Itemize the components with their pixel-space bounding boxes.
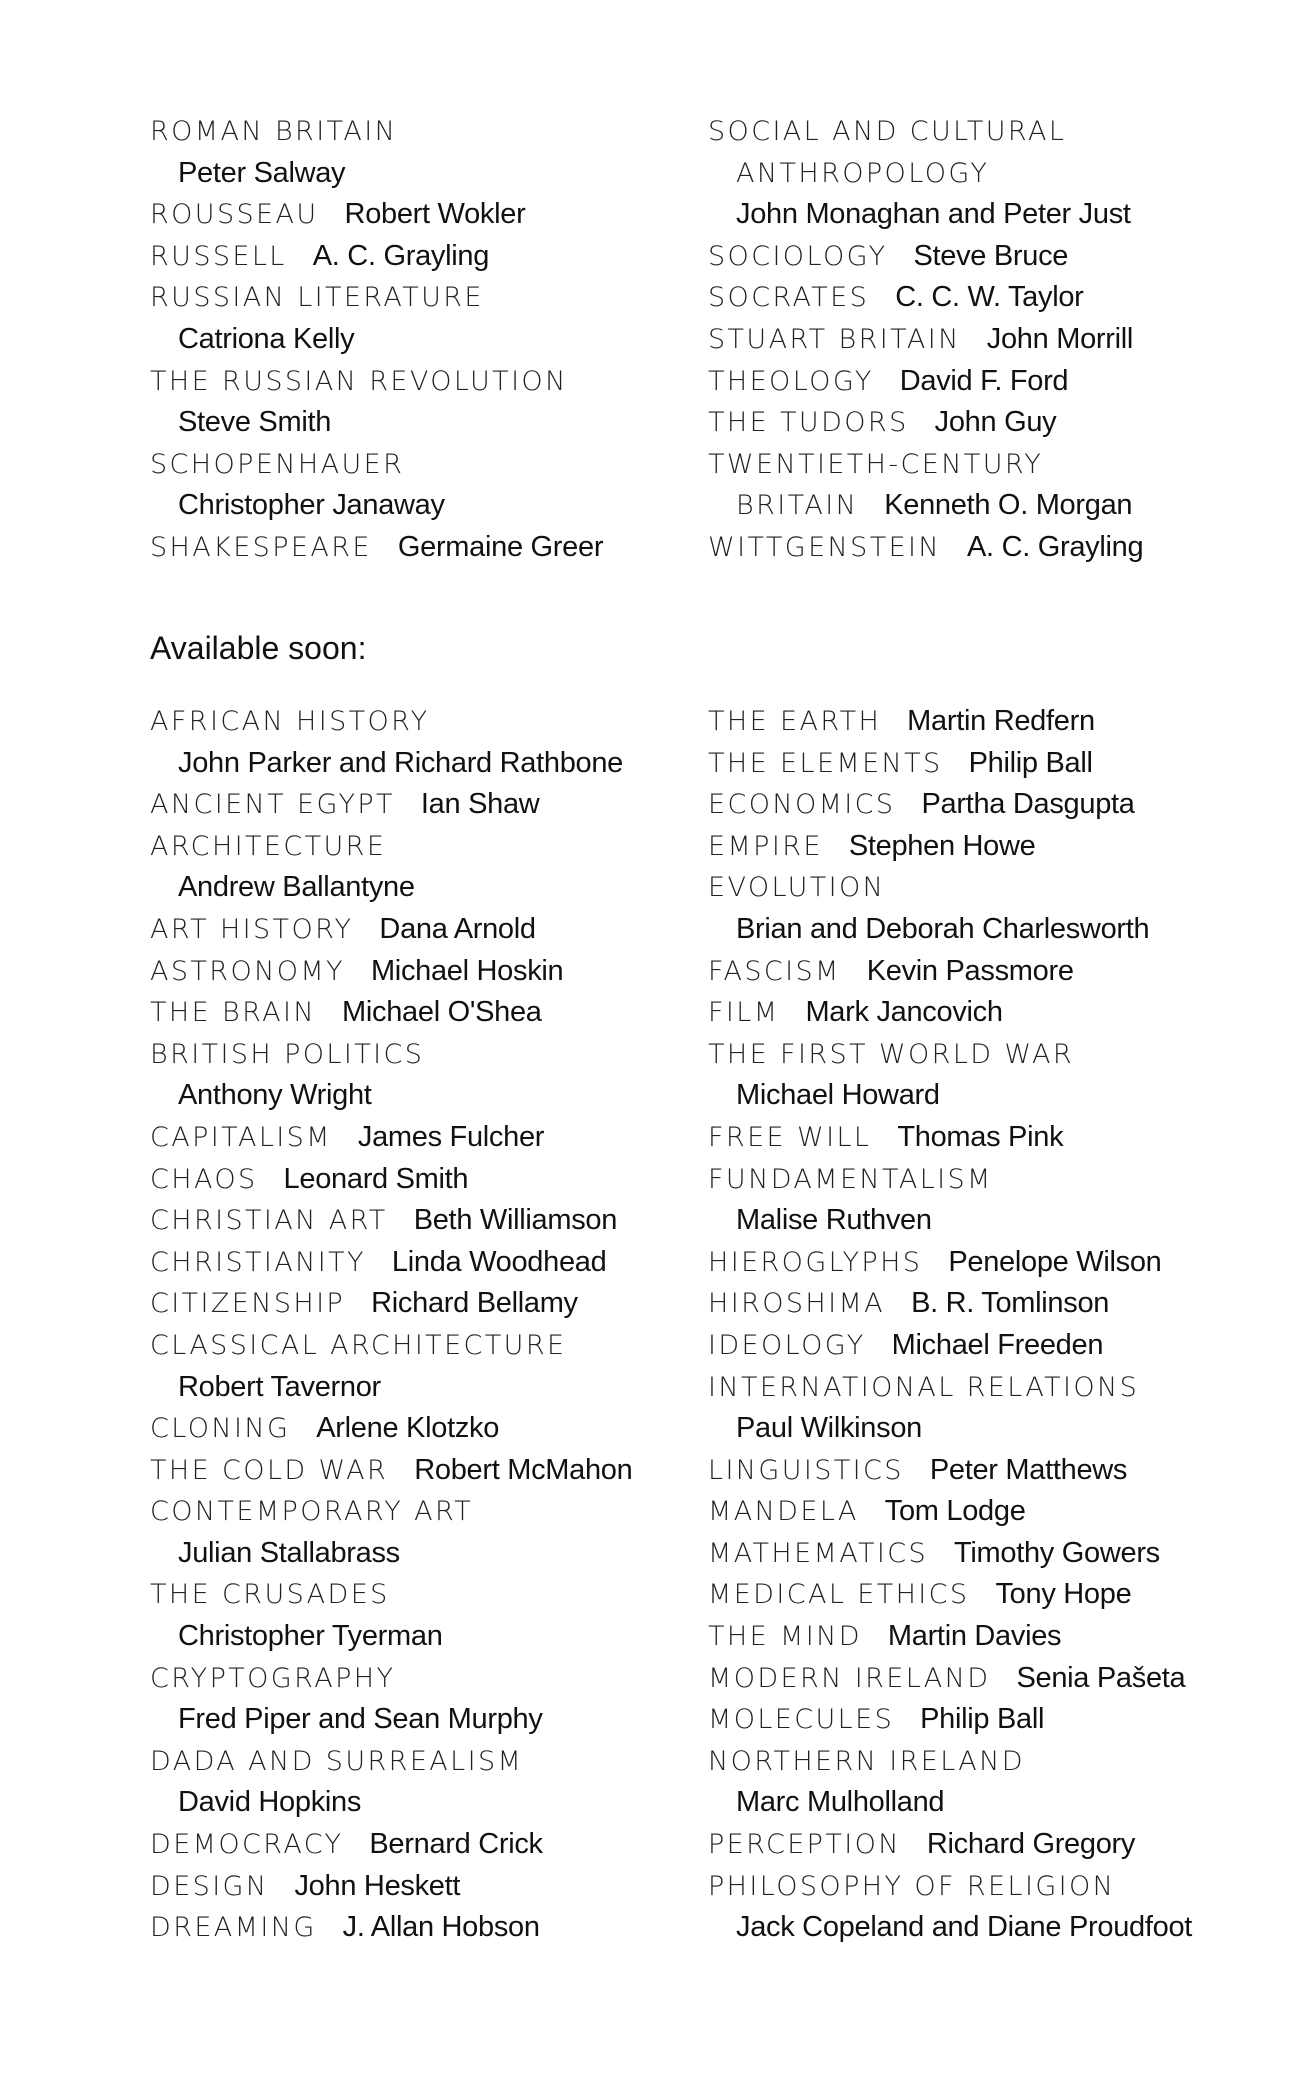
title-entry: [708, 1159, 1298, 1201]
entry-subject: MOLECULES: [708, 1704, 895, 1736]
entry-subject: SHAKESPEARE: [150, 531, 372, 563]
entry-author: Michael Howard: [736, 1079, 940, 1112]
title-entry: [150, 1450, 690, 1492]
entry-subject: MANDELA: [708, 1496, 859, 1528]
entry-author: Jack Copeland and Diane Proudfoot: [736, 1911, 1193, 1944]
entry-subject: BRITISH POLITICS: [150, 1038, 425, 1070]
title-entry: [150, 826, 690, 868]
entry-subject: RUSSELL: [150, 240, 287, 272]
title-entry: [708, 1450, 1298, 1492]
entry-subject: FILM: [708, 997, 780, 1029]
title-entry: [708, 1616, 1298, 1658]
entry-subject: THEOLOGY: [708, 365, 874, 397]
entry-author: Michael Hoskin: [370, 954, 564, 987]
title-entry: [708, 444, 1288, 486]
title-entry: [708, 1907, 1298, 1949]
title-entry: [708, 485, 1288, 527]
title-entry: [150, 1741, 690, 1783]
entry-author: Linda Woodhead: [391, 1245, 607, 1278]
title-entry: [150, 867, 690, 909]
entry-subject: TWENTIETH-CENTURY: [708, 448, 1044, 480]
title-entry: [708, 1866, 1298, 1908]
title-entry: [708, 743, 1298, 785]
title-entry: [708, 194, 1288, 236]
entry-author: John Parker and Richard Rathbone: [178, 746, 624, 779]
title-entry: [708, 909, 1298, 951]
title-entry: [150, 1866, 690, 1908]
entry-subject: STUART BRITAIN: [708, 323, 961, 355]
entry-subject: HIEROGLYPHS: [708, 1246, 923, 1278]
title-entry: [150, 1408, 690, 1450]
title-entry: [150, 1200, 690, 1242]
entry-author: John Guy: [934, 406, 1057, 439]
entry-author: Peter Matthews: [929, 1453, 1128, 1486]
entry-subject: SOCIOLOGY: [708, 240, 888, 272]
entry-subject: BRITAIN: [736, 490, 859, 522]
title-entry: [708, 527, 1288, 569]
entry-author: Thomas Pink: [897, 1120, 1064, 1153]
entry-author: Stephen Howe: [848, 829, 1036, 862]
title-entry: [150, 1699, 690, 1741]
entry-subject: THE CRUSADES: [150, 1579, 390, 1611]
title-entry: [708, 1367, 1298, 1409]
title-entry: [150, 951, 690, 993]
entry-subject: ANTHROPOLOGY: [736, 157, 990, 189]
entry-subject: AFRICAN HISTORY: [150, 706, 430, 737]
entry-author: Anthony Wright: [178, 1079, 372, 1112]
title-entry: [708, 1408, 1298, 1450]
entry-author: Fred Piper and Sean Murphy: [178, 1703, 543, 1736]
entry-subject: THE ELEMENTS: [708, 747, 943, 779]
entry-author: J. Allan Hobson: [342, 1911, 540, 1944]
entry-subject: THE COLD WAR: [150, 1454, 389, 1486]
entry-author: Bernard Crick: [369, 1828, 543, 1861]
published-list-left: [150, 111, 670, 569]
entry-subject: LINGUISTICS: [708, 1454, 904, 1486]
title-entry: [708, 319, 1288, 361]
entry-author: Partha Dasgupta: [921, 788, 1135, 821]
title-entry: [150, 1907, 690, 1949]
entry-subject: CONTEMPORARY ART: [150, 1496, 474, 1528]
title-entry: [150, 1283, 690, 1325]
entry-subject: THE BRAIN: [150, 997, 317, 1029]
entry-author: Philip Ball: [968, 746, 1093, 779]
entry-author: Marc Mulholland: [736, 1786, 945, 1819]
entry-author: B. R. Tomlinson: [911, 1287, 1110, 1320]
title-entry: [708, 826, 1298, 868]
entry-subject: EMPIRE: [708, 830, 823, 862]
entry-author: Richard Bellamy: [371, 1287, 578, 1320]
entry-subject: CLASSICAL ARCHITECTURE: [150, 1329, 567, 1361]
entry-subject: CRYPTOGRAPHY: [150, 1662, 396, 1694]
entry-author: Christopher Janaway: [178, 489, 445, 522]
entry-subject: FREE WILL: [708, 1121, 872, 1153]
entry-author: Beth Williamson: [413, 1204, 618, 1237]
title-entry: [150, 1616, 690, 1658]
entry-subject: THE TUDORS: [708, 407, 909, 439]
entry-subject: MEDICAL ETHICS: [708, 1579, 970, 1611]
entry-subject: ROUSSEAU: [150, 199, 319, 231]
entry-author: Mark Jancovich: [805, 996, 1003, 1029]
entry-author: Christopher Tyerman: [178, 1620, 443, 1653]
title-entry: [708, 1699, 1298, 1741]
entry-subject: FUNDAMENTALISM: [708, 1163, 993, 1195]
title-entry: [150, 1325, 690, 1367]
entry-subject: DREAMING: [150, 1912, 317, 1944]
entry-subject: DESIGN: [150, 1870, 269, 1902]
entry-subject: CITIZENSHIP: [150, 1288, 346, 1320]
title-entry: [150, 111, 670, 153]
title-entry: [150, 1782, 690, 1824]
entry-author: Steve Smith: [178, 406, 332, 439]
title-entry: [150, 1075, 690, 1117]
entry-subject: ANCIENT EGYPT: [150, 789, 395, 821]
title-entry: [708, 1117, 1298, 1159]
title-entry: [708, 1824, 1298, 1866]
entry-author: C. C. W. Taylor: [895, 281, 1084, 314]
entry-subject: FASCISM: [708, 955, 841, 987]
entry-author: Steve Bruce: [913, 239, 1069, 272]
title-entry: [708, 153, 1288, 195]
entry-subject: MATHEMATICS: [708, 1537, 929, 1569]
title-entry: [150, 701, 690, 743]
title-entry: [150, 1242, 690, 1284]
entry-subject: WITTGENSTEIN: [708, 531, 942, 563]
entry-subject: ECONOMICS: [708, 789, 896, 821]
entry-author: Tony Hope: [995, 1578, 1132, 1611]
entry-author: Kevin Passmore: [866, 954, 1074, 987]
entry-subject: ART HISTORY: [150, 913, 354, 945]
entry-author: Peter Salway: [178, 156, 346, 189]
title-entry: [708, 1034, 1298, 1076]
title-entry: [708, 277, 1288, 319]
published-list-right: [708, 111, 1288, 569]
entry-author: A. C. Grayling: [967, 530, 1144, 563]
entry-author: Timothy Gowers: [954, 1536, 1160, 1569]
title-entry: [708, 236, 1288, 278]
soon-list-left: [150, 701, 690, 1949]
title-entry: [708, 1658, 1298, 1700]
entry-subject: IDEOLOGY: [708, 1329, 866, 1361]
entry-author: Robert Wokler: [344, 198, 526, 231]
entry-author: John Monaghan and Peter Just: [736, 198, 1131, 231]
soon-list-right: [708, 701, 1298, 1949]
entry-subject: PERCEPTION: [708, 1829, 901, 1861]
entry-author: Senia Pašeta: [1016, 1661, 1186, 1694]
entry-author: John Heskett: [294, 1869, 461, 1902]
title-entry: [150, 153, 670, 195]
title-entry: [150, 444, 670, 486]
entry-author: Paul Wilkinson: [736, 1412, 922, 1445]
entry-subject: SOCIAL AND CULTURAL: [708, 116, 1067, 147]
entry-subject: SCHOPENHAUER: [150, 448, 405, 480]
title-entry: [708, 1200, 1298, 1242]
entry-author: Martin Redfern: [907, 705, 1095, 737]
entry-subject: PHILOSOPHY OF RELIGION: [708, 1870, 1116, 1902]
entry-subject: CAPITALISM: [150, 1121, 332, 1153]
title-entry: [708, 1491, 1298, 1533]
title-entry: [150, 485, 670, 527]
title-entry: [150, 784, 690, 826]
entry-subject: NORTHERN IRELAND: [708, 1745, 1025, 1777]
title-entry: [150, 1491, 690, 1533]
title-entry: [708, 701, 1298, 743]
entry-subject: THE FIRST WORLD WAR: [708, 1038, 1075, 1070]
entry-author: Arlene Klotzko: [316, 1412, 500, 1445]
title-entry: [708, 1533, 1298, 1575]
entry-subject: DEMOCRACY: [150, 1829, 344, 1861]
title-entry: [708, 111, 1288, 153]
title-entry: [150, 743, 690, 785]
title-entry: [150, 1034, 690, 1076]
title-entry: [150, 1117, 690, 1159]
title-entry: [708, 1242, 1298, 1284]
entry-author: Dana Arnold: [379, 912, 536, 945]
entry-subject: ROMAN BRITAIN: [150, 116, 398, 147]
entry-author: Malise Ruthven: [736, 1204, 932, 1237]
entry-author: Ian Shaw: [420, 788, 540, 821]
entry-subject: INTERNATIONAL RELATIONS: [708, 1371, 1140, 1403]
entry-author: Andrew Ballantyne: [178, 871, 415, 904]
entry-subject: CHRISTIANITY: [150, 1246, 366, 1278]
title-entry: [708, 1741, 1298, 1783]
title-entry: [150, 236, 670, 278]
available-soon-heading: Available soon:: [150, 630, 367, 666]
entry-subject: RUSSIAN LITERATURE: [150, 282, 484, 314]
entry-subject: SOCRATES: [708, 282, 870, 314]
entry-subject: CHRISTIAN ART: [150, 1205, 388, 1237]
title-entry: [708, 1075, 1298, 1117]
entry-author: Michael O'Shea: [342, 996, 542, 1029]
entry-subject: HIROSHIMA: [708, 1288, 886, 1320]
entry-author: Leonard Smith: [283, 1162, 469, 1195]
entry-author: Tom Lodge: [884, 1495, 1026, 1528]
entry-author: Brian and Deborah Charlesworth: [736, 912, 1150, 945]
entry-author: Catriona Kelly: [178, 322, 355, 355]
entry-author: David F. Ford: [899, 364, 1069, 397]
entry-subject: THE MIND: [708, 1621, 862, 1653]
title-entry: [150, 402, 670, 444]
entry-subject: THE RUSSIAN REVOLUTION: [150, 365, 568, 397]
entry-author: Richard Gregory: [926, 1828, 1136, 1861]
title-entry: [150, 361, 670, 403]
entry-subject: THE EARTH: [708, 706, 882, 737]
entry-author: A. C. Grayling: [312, 239, 490, 272]
title-entry: [150, 194, 670, 236]
title-entry: [708, 1574, 1298, 1616]
title-entry: [708, 402, 1288, 444]
entry-author: Robert Tavernor: [178, 1370, 381, 1403]
title-entry: [150, 1533, 690, 1575]
title-entry: [150, 1159, 690, 1201]
title-entry: [150, 992, 690, 1034]
entry-subject: ARCHITECTURE: [150, 830, 387, 862]
title-entry: [150, 1367, 690, 1409]
entry-subject: ASTRONOMY: [150, 955, 345, 987]
title-entry: [708, 951, 1298, 993]
title-entry: [708, 867, 1298, 909]
title-entry: [150, 909, 690, 951]
title-entry: [708, 1325, 1298, 1367]
entry-author: John Morrill: [986, 322, 1134, 355]
entry-author: David Hopkins: [178, 1786, 362, 1819]
entry-author: Penelope Wilson: [948, 1245, 1162, 1278]
title-entry: [150, 1574, 690, 1616]
title-entry: [150, 319, 670, 361]
title-entry: [708, 992, 1298, 1034]
title-entry: [708, 1782, 1298, 1824]
title-entry: [708, 361, 1288, 403]
title-entry: [150, 277, 670, 319]
entry-author: Kenneth O. Morgan: [884, 489, 1133, 522]
title-entry: [708, 784, 1298, 826]
entry-author: Michael Freeden: [891, 1328, 1104, 1361]
title-entry: [708, 1283, 1298, 1325]
entry-author: Robert McMahon: [414, 1453, 633, 1486]
title-entry: [150, 1824, 690, 1866]
entry-author: Philip Ball: [920, 1703, 1045, 1736]
entry-subject: EVOLUTION: [708, 872, 886, 904]
entry-subject: CHAOS: [150, 1163, 258, 1195]
entry-author: Julian Stallabrass: [178, 1536, 400, 1569]
entry-subject: DADA AND SURREALISM: [150, 1745, 524, 1777]
entry-subject: CLONING: [150, 1413, 291, 1445]
entry-subject: MODERN IRELAND: [708, 1662, 991, 1694]
title-entry: [150, 1658, 690, 1700]
entry-author: Martin Davies: [887, 1620, 1062, 1653]
title-entry: [150, 527, 670, 569]
entry-author: Germaine Greer: [397, 530, 604, 563]
entry-author: James Fulcher: [357, 1120, 545, 1153]
